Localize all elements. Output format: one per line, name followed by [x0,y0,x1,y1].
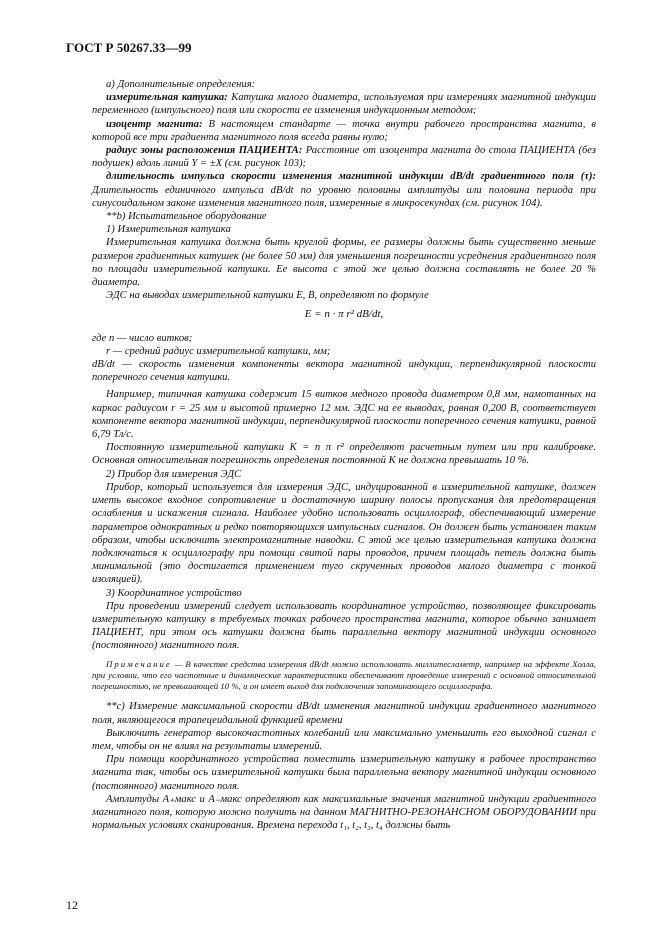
section-heading: **b) Испытательное оборудование [106,211,267,223]
where-line: где n — число витков; [92,332,193,344]
section-heading: **c) Измерение максимальной скорости dB/dt изменения магнитной индукции градиентного магнитного поля, являющегося трапецеидальной функцией времени [92,701,596,726]
definition-term: длительность импульса скорости изменения магнитной индукции dB/dt градиентного поля (τ): [106,171,596,183]
where-line: dB/dt — скорость изменения компоненты вектора магнитной индукции, перпендикулярной плоскости поперечного сечения катушки. [92,359,596,384]
note-text: — В качестве средства измерения dB/dt можно использовать миллитесламетр, например на эффекте Холла, при условии, что его частотные и динамические характеристики обеспечивают проведение измерений с основной относительной погрешностью, не превышающей 10 %, и он имеет выход для подключения запоминающего осциллографа. [92,658,596,692]
formula: E = n · π r² dB/dt, [304,308,384,321]
definition-text: Катушка малого диаметра, используемая при измерениях магнитной индукции переменного (импульсного) поля или скорости ее изменения индукционным методом; [92,92,596,117]
paragraph: Постоянную измерительной катушки K = n π r² определяют расчетным путем или при калибровке. Основная относительная погрешность определения постоянной K не должна превышать 10 %. [92,442,596,467]
definition-text: В настоящем стандарте — точка внутри рабочего пространства магнита, в которой все три градиента магнитного поля всегда равны нулю; [92,118,596,143]
subsection-heading: 2) Прибор для измерения ЭДС [106,468,242,480]
definition-term: изоцентр магнита: [106,118,203,130]
standard-header: ГОСТ Р 50267.33—99 [66,40,192,55]
definition-text: Расстояние от изоцентра магнита до стола ПАЦИЕНТА (без подушек) вдоль линий Y = ±X (см. рисунок 103); [92,145,596,170]
where-line: r — средний радиус измерительной катушки, мм; [106,345,331,357]
document-body [92,78,596,832]
paragraph: Амплитуды A₊макс и A₋макс определяют как максимальные значения магнитной индукции градиентного магнитного поля, которую можно получить на данном МАГНИТНО-РЕЗОНАНСНОМ ОБОРУДОВАНИИ при нормальных условиях сканирования. Времена перехода t₁, t₂, t₃, t₄ должны быть [92,793,596,832]
paragraph: Прибор, который используется для измерения ЭДС, индуцированной в измерительной катушке, должен иметь высокое входное сопротивление и достаточную ширину полосы пропускания для предотвращения ослабления и искажения сигнала. Наиболее удобно использовать осциллограф, обеспечивающий измерение параметров однократных и редко повторяющихся импульсных сигналов. Он должен быть установлен таким образом, чтобы исключить электромагнитные наводки. С этой же целью измерительная катушка должна подключаться к осциллографу при помощи свитой пары проводов, причем площадь петель должна быть минимальной (это достигается применением туго скрученных проводов малого диаметра с тонкой изоляцией). [92,481,596,586]
paragraph: ЭДС на выводах измерительной катушки E, В, определяют по формуле [106,290,429,302]
definition [92,91,596,117]
paragraph: Измерительная катушка должна быть круглой формы, ее размеры должны быть существенно меньше размеров градиентных катушек (не более 50 мм) для уменьшения погрешности усреднения градиентного поля по площади измерительной катушки. Ее высота с этой же целью должна составлять не более 20 % диаметра. [92,237,596,289]
page-number: 12 [66,898,78,912]
subsection-heading: 1) Измерительная катушка [106,224,231,236]
definition [92,170,596,210]
paragraph: а) Дополнительные определения: [106,79,256,90]
definition-text: Длительность единичного импульса dB/dt по уровню половины амплитуды или половина периода при синусоидальном законе изменения магнитного поля, измеренные в микросекундах (см. рисунок 104). [92,184,596,209]
paragraph: Выключить генератор высокочастотных колебаний или максимально уменьшить его выходной сигнал с тем, чтобы он не влиял на результаты измерений. [92,727,596,753]
definition-term: радиус зоны расположения ПАЦИЕНТА: [106,145,303,157]
definition [92,118,596,144]
paragraph: При проведении измерений следует использовать координатное устройство, позволяющее фиксировать измерительную катушку в требуемых точках рабочего пространства магнита, которое обычно занимает ПАЦИЕНТ, при этом ось катушки должна быть параллельна вектору магнитной индукции основного (постоянного) магнитного поля. [92,600,596,652]
paragraph: Например, типичная катушка содержит 15 витков медного провода диаметром 0,8 мм, намотанных на каркас радиусом r = 25 мм и высотой примерно 12 мм. ЭДС на ее выводах, равная 0,200 В, соответствует компоненте вектора магнитной индукции, перпендикулярной плоскости поперечного сечения катушки, равной 6,79 Тл/с. [92,389,596,441]
note-label: Примечание [106,658,172,669]
paragraph: При помощи координатного устройства поместить измерительную катушку в рабочее пространство магнита так, чтобы ось измерительной катушки была параллельна вектору магнитной индукции основного (постоянного) магнитного поля. [92,754,596,792]
subsection-heading: 3) Координатное устройство [106,587,242,599]
definition-term: измерительная катушка: [106,92,228,104]
note [92,659,596,693]
definition [92,144,596,170]
